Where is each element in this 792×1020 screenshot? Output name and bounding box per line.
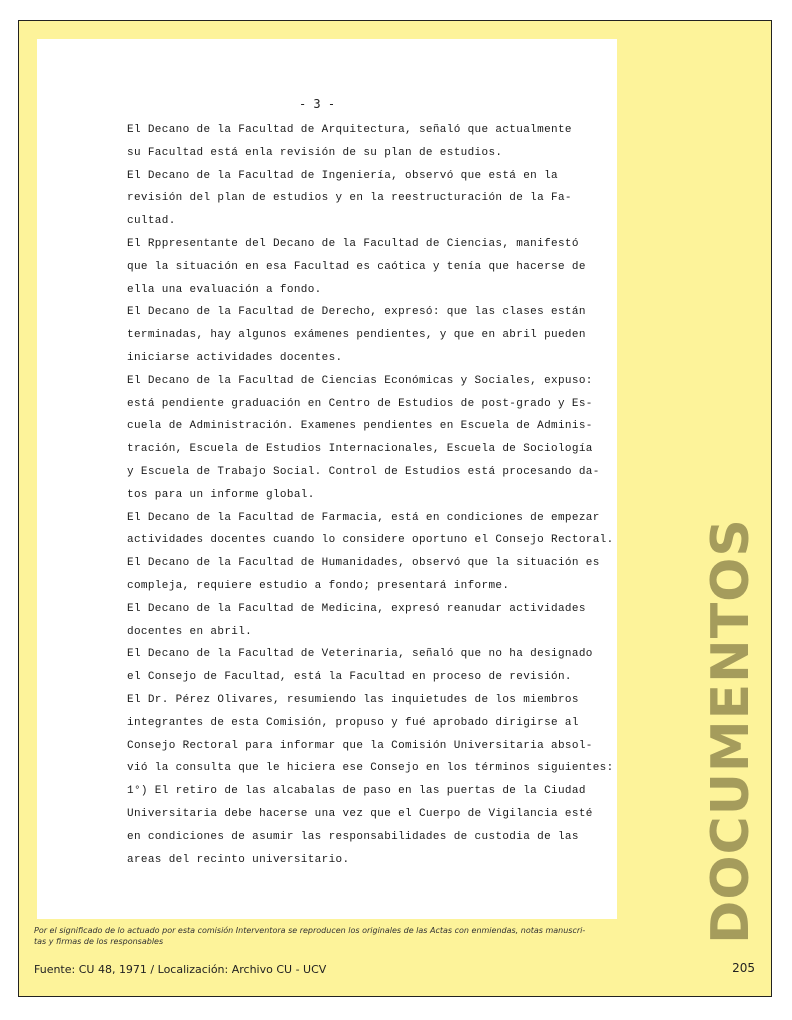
document-line: Universitaria debe hacerse una vez que el Cuerpo de Vigilancia esté [127, 807, 593, 820]
document-line: en condiciones de asumir las responsabilidades de custodia de las [127, 830, 579, 843]
source-line: Fuente: CU 48, 1971 / Localización: Archivo CU - UCV [34, 963, 327, 976]
page-frame [18, 20, 772, 997]
page-marker: - 3 - [298, 97, 336, 111]
document-line: El Decano de la Facultad de Ingeniería, observó que está en la [127, 169, 558, 182]
document-line: El Dr. Pérez Olivares, resumiendo las inquietudes de los miembros [127, 693, 579, 706]
side-title-text: DOCUMENTOS [701, 518, 761, 944]
document-line: que la situación en esa Facultad es caótica y tenía que hacerse de [127, 260, 586, 273]
document-line: Consejo Rectoral para informar que la Comisión Universitaria absol- [127, 739, 593, 752]
document-line: ella una evaluación a fondo. [127, 283, 322, 296]
document-line: El Decano de la Facultad de Veterinaria, señaló que no ha designado [127, 648, 593, 661]
typed-body [127, 119, 627, 871]
document-line: cuela de Administración. Examenes pendientes en Escuela de Adminis- [127, 420, 593, 433]
document-line: cultad. [127, 215, 176, 228]
document-line: revisión del plan de estudios y en la reestructuración de la Fa- [127, 192, 572, 205]
document-line: su Facultad está enla revisión de su plan de estudios. [127, 146, 503, 159]
caption: Por el significado de lo actuado por esta comisión Interventora se reproducen los originales de las Actas con enmiendas, notas manuscri-tas y firmas de los responsables [34, 926, 586, 946]
document-line: El Decano de la Facultad de Derecho, expresó: que las clases están [127, 306, 586, 319]
page-number: 205 [732, 961, 755, 975]
document-line: vió la consulta que le hiciera ese Consejo en los términos siguientes: [127, 762, 614, 775]
document-line: areas del recinto universitario. [127, 853, 350, 866]
document-line: El Decano de la Facultad de Ciencias Económicas y Sociales, expuso: [127, 374, 593, 387]
document-line: compleja, requiere estudio a fondo; presentará informe. [127, 579, 510, 592]
document-line: docentes en abril. [127, 625, 253, 638]
document-line: integrantes de esta Comisión, propuso y fué aprobado dirigirse al [127, 716, 579, 729]
document-line: actividades docentes cuando lo considere oportuno el Consejo Rectoral. [127, 534, 614, 547]
document-line: El Decano de la Facultad de Arquitectura, señaló que actualmente [127, 124, 572, 136]
document-line: 1°) El retiro de las alcabalas de paso en las puertas de la Ciudad [127, 785, 586, 798]
document-line: iniciarse actividades docentes. [127, 351, 343, 364]
document-sheet [37, 39, 617, 919]
side-title [681, 518, 781, 944]
document-line: El Decano de la Facultad de Humanidades, observó que la situación es [127, 557, 600, 570]
document-line: El Rppresentante del Decano de la Facultad de Ciencias, manifestó [127, 237, 579, 250]
document-line: está pendiente graduación en Centro de Estudios de post-grado y Es- [127, 397, 593, 410]
document-line: y Escuela de Trabajo Social. Control de Estudios está procesando da- [127, 465, 600, 478]
document-line: el Consejo de Facultad, está la Facultad en proceso de revisión. [127, 671, 572, 684]
document-line: El Decano de la Facultad de Medicina, expresó reanudar actividades [127, 602, 586, 615]
document-line: tos para un informe global. [127, 488, 315, 501]
document-line: El Decano de la Facultad de Farmacia, está en condiciones de empezar [127, 511, 600, 524]
document-line: tración, Escuela de Estudios Internacionales, Escuela de Sociología [127, 443, 593, 456]
document-line: terminadas, hay algunos exámenes pendientes, y que en abril pueden [127, 329, 586, 342]
